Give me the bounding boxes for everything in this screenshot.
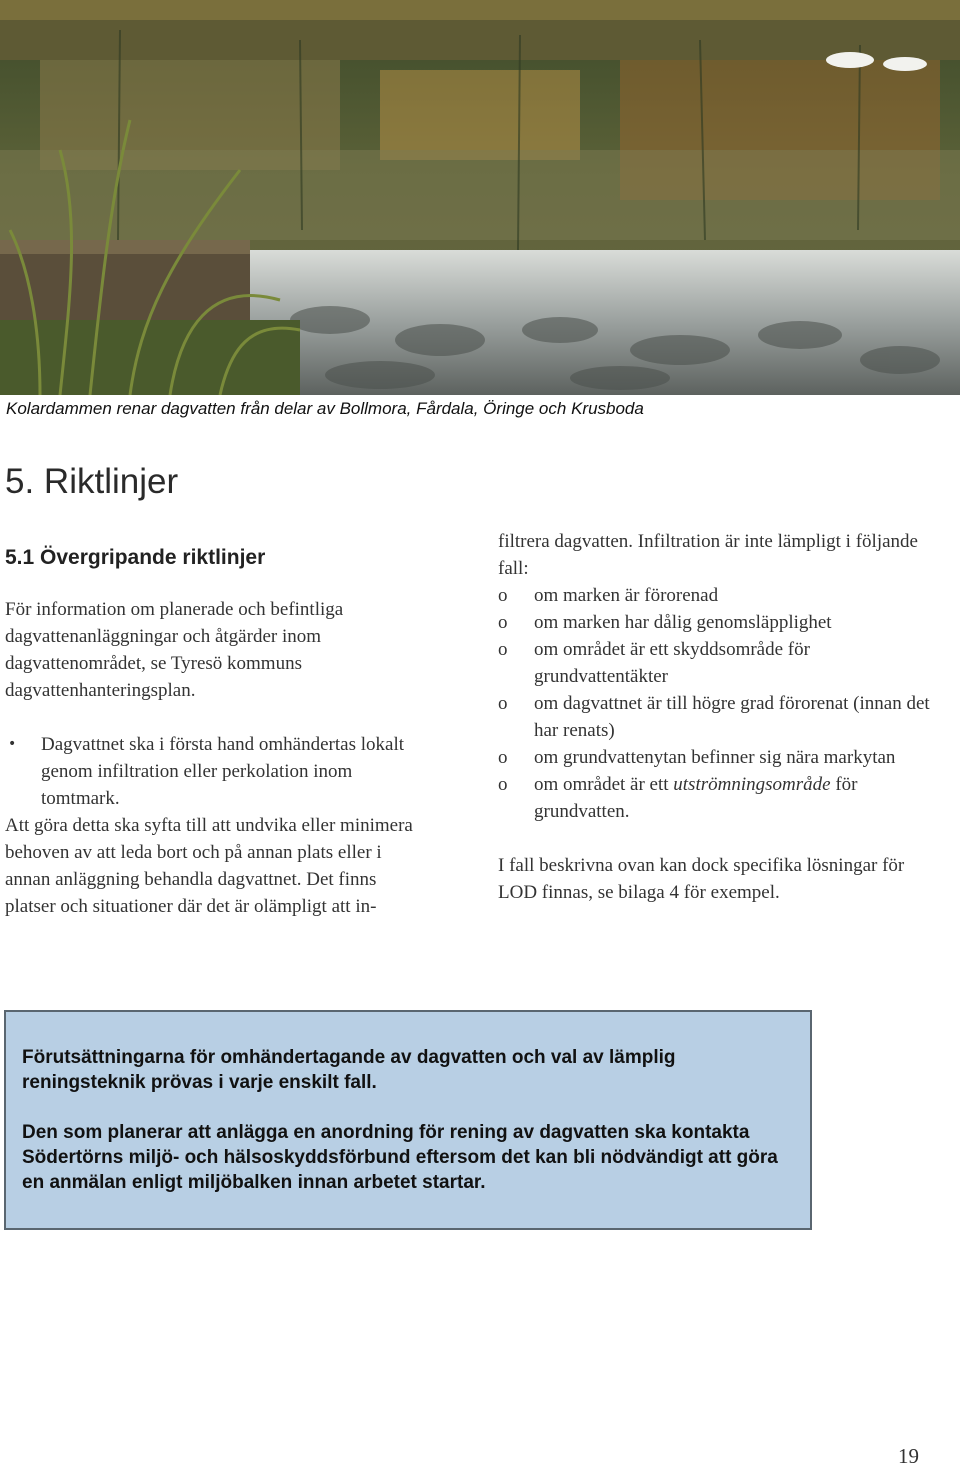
list-item-text [534, 771, 938, 825]
list-marker: o [498, 747, 508, 768]
closing-paragraph: I fall beskrivna ovan kan dock specifika lösningar för LOD finnas, se bilaga 4 för exempel. [498, 855, 905, 903]
figure-caption: Kolardammen renar dagvatten från delar av Bollmora, Fårdala, Öringe och Krusboda [6, 399, 644, 418]
list-item [498, 636, 938, 690]
page-number: 19 [898, 1444, 919, 1468]
list-item [498, 771, 938, 825]
notice-box [4, 1010, 812, 1230]
list-item [498, 744, 938, 771]
pond-photo [0, 0, 960, 395]
list-item-text: om grundvattenytan befinner sig nära markytan [534, 747, 896, 768]
list-item-text: om området är ett skyddsområde för grundvattentäkter [534, 639, 810, 687]
intro-paragraph: För information om planerade och befintliga dagvattenanläggningar och åtgärder inom dagvattenområdet, se Tyresö kommuns dagvattenhanteringsplan. [5, 599, 344, 701]
list-item-text: om marken är förorenad [534, 585, 719, 606]
bullet-continuation: Att göra detta ska syfta till att undvika eller minimera behoven av att leda bort och på annan plats eller i annan anläggning behandla dagvattnet. Det finns platser och situationer där det är olämpligt att in- [5, 815, 413, 917]
list-item-text: om marken har dålig genomsläpplighet [534, 612, 832, 633]
notice-paragraph-2: Den som planerar att anlägga en anordning för rening av dagvatten ska kontakta Södertörns miljö- och hälsoskyddsförbund eftersom det kan bli nödvändigt att göra en anmälan enligt miljöbalken innan arbetet startar. [22, 1122, 778, 1193]
list-marker: o [498, 639, 508, 660]
unsuitable-cases-list [498, 582, 938, 825]
list-item [498, 690, 938, 744]
list-marker: o [498, 585, 508, 606]
bullet-item [5, 731, 425, 812]
bullet-marker: • [8, 736, 17, 752]
subsection-title: 5.1 Övergripande riktlinjer [5, 546, 266, 569]
emphasized-term: utströmningsområde [673, 774, 831, 795]
list-marker: o [498, 612, 508, 633]
continuation-paragraph: filtrera dagvatten. Infiltration är inte lämpligt i följande fall: [498, 531, 918, 579]
list-item [498, 609, 938, 636]
right-column [498, 528, 938, 906]
list-item [498, 582, 938, 609]
list-item-text-after: för grundvatten. [534, 774, 858, 822]
pond-photo-illustration [0, 0, 960, 395]
bullet-lead-text: Dagvattnet ska i första hand omhändertas lokalt genom infiltration eller perkolation inom tomtmark. [41, 734, 405, 809]
left-column [5, 596, 425, 920]
section-title: 5. Riktlinjer [5, 462, 179, 501]
list-item-text-before: om området är ett [534, 774, 674, 795]
list-marker: o [498, 774, 508, 795]
list-item-text: om dagvattnet är till högre grad förorenat (innan det har renats) [534, 693, 930, 741]
list-marker: o [498, 693, 508, 714]
notice-paragraph-1: Förutsättningarna för omhändertagande av dagvatten och val av lämplig reningsteknik prövas i varje enskilt fall. [22, 1047, 676, 1093]
